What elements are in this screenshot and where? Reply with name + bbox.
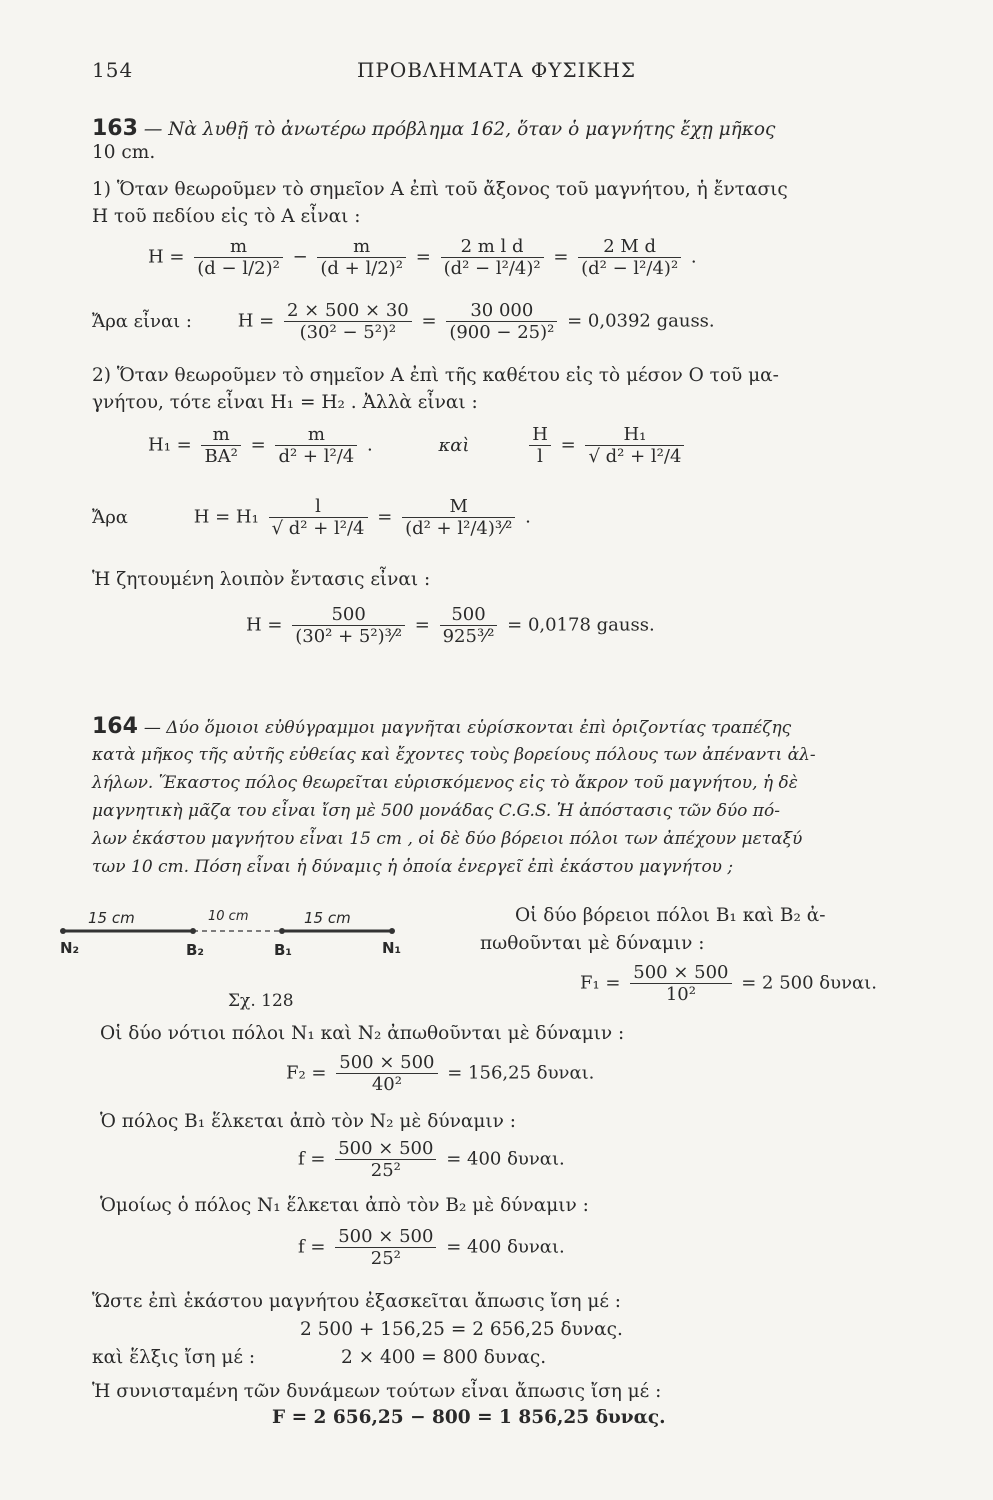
eq-result: = 400 δυναι.: [446, 1236, 565, 1258]
fraction: [578, 236, 681, 279]
numerator: 500: [292, 604, 405, 626]
pole-dot: [190, 928, 196, 934]
operator: =: [560, 434, 576, 456]
statement-text: λων ἑκάστου μαγνήτου εἶναι 15 cm , οἱ δὲ δύο βόρειοι πόλοι των ἀπέχουν μεταξύ: [92, 829, 803, 849]
fraction: [446, 300, 557, 343]
pole-label-n2: N₂: [60, 939, 80, 957]
denominator: l: [537, 446, 543, 467]
denominator: 25²: [370, 1160, 401, 1181]
fraction: [585, 424, 684, 467]
numerator: m: [317, 236, 406, 258]
fraction: [317, 236, 406, 279]
denominator: 25²: [370, 1248, 401, 1269]
eq-label: Ἄρα: [92, 506, 128, 528]
numerator: 500 × 500: [336, 1052, 437, 1074]
eq-result: = 156,25 δυναι.: [447, 1062, 595, 1084]
equation-3: [148, 424, 688, 467]
paragraph-line: Ἡ ζητουμένη λοιπὸν ἔντασις εἶναι :: [92, 569, 431, 590]
denominator: (30² − 5²)²: [299, 322, 397, 343]
numerator: H: [529, 424, 551, 446]
operator: =: [421, 310, 437, 332]
denominator: (30² + 5²)³⁄²: [295, 626, 403, 647]
fraction: [440, 604, 498, 647]
eq-result: = 0,0392 gauss.: [567, 310, 715, 332]
paragraph-line: Ὁ πόλος B₁ ἕλκεται ἀπὸ τὸν N₂ μὲ δύναμιν :: [100, 1111, 516, 1132]
page-title: ΠΡΟΒΛΗΜΑΤΑ ΦΥΣΙΚΗΣ: [356, 58, 637, 82]
operator: .: [366, 434, 373, 456]
numerator: m: [275, 424, 357, 446]
eq-lhs: H =: [237, 310, 275, 332]
statement-text: κατὰ μῆκος τῆς αὐτῆς εὐθείας καὶ ἔχοντες τοὺς βορείους πόλους των ἀπέναντι ἀλ-: [92, 745, 816, 765]
denominator: (900 − 25)²: [449, 322, 555, 343]
numerator: l: [269, 496, 368, 518]
fraction: [201, 424, 240, 467]
equation-f1: [580, 962, 877, 1005]
operator: .: [525, 506, 531, 528]
eq-lhs: H = H₁: [193, 506, 259, 528]
numerator: H₁: [585, 424, 684, 446]
numerator: 500 × 500: [335, 1226, 436, 1248]
final-result: F = 2 656,25 − 800 = 1 856,25 δυνας.: [272, 1407, 666, 1428]
fraction: [269, 496, 368, 539]
numerator: M: [402, 496, 515, 518]
operator: .: [690, 246, 697, 268]
statement-text: — Νὰ λυθῇ τὸ ἀνωτέρω πρόβλημα 162, ὅταν ὁ μαγνήτης ἔχῃ μῆκος: [143, 119, 776, 140]
pole-dot: [389, 928, 395, 934]
problem-164-statement: [92, 715, 912, 740]
denominator: √ d² + l²/4: [588, 446, 682, 467]
attraction-line: [92, 1346, 912, 1370]
denominator: (d² − l²/4)²: [581, 258, 679, 279]
denominator: BA²: [204, 446, 238, 467]
operator: =: [377, 506, 393, 528]
eq-lhs: H₁ =: [148, 434, 192, 456]
numerator: m: [194, 236, 283, 258]
eq-lhs: f =: [298, 1236, 326, 1258]
page-number: 154: [92, 58, 134, 82]
figure-128: [60, 905, 440, 1015]
pole-dot: [279, 928, 285, 934]
pole-label-n1: N₁: [382, 939, 402, 957]
denominator: 10²: [665, 984, 696, 1005]
paragraph-line: H τοῦ πεδίου εἰς τὸ A εἶναι :: [92, 206, 361, 227]
pole-label-b2: B₂: [186, 941, 205, 959]
eq-lhs: H =: [148, 246, 185, 268]
numerator: 30 000: [446, 300, 557, 322]
numerator: 500 × 500: [335, 1138, 436, 1160]
equation-5: [246, 604, 655, 647]
operator: =: [415, 246, 431, 268]
operator: =: [553, 246, 569, 268]
fraction: [292, 604, 405, 647]
paragraph-line: Ὁμοίως ὁ πόλος N₁ ἕλκεται ἀπὸ τὸν B₂ μὲ δύναμιν :: [100, 1195, 589, 1216]
fraction: [335, 1138, 436, 1181]
fraction: [529, 424, 551, 467]
eq-lhs: F₁ =: [580, 972, 621, 994]
paragraph-line: Οἱ δύο νότιοι πόλοι N₁ καὶ N₂ ἀπωθοῦνται μὲ δύναμιν :: [100, 1023, 625, 1044]
length-label: 15 cm: [304, 909, 351, 927]
fraction: [335, 1226, 436, 1269]
equation-4: [92, 496, 531, 539]
denominator: (d − l/2)²: [197, 258, 280, 279]
length-label: 15 cm: [88, 909, 135, 927]
operator: −: [292, 246, 308, 268]
pole-dot: [60, 928, 66, 934]
pole-label-b1: B₁: [274, 941, 293, 959]
fraction: [441, 236, 544, 279]
fraction: [284, 300, 412, 343]
problem-number: 164: [92, 714, 138, 739]
fraction: [630, 962, 731, 1005]
eq-label: Ἄρα εἶναι :: [92, 310, 192, 332]
denominator: (d² + l²/4)³⁄²: [405, 518, 513, 539]
denominator: d² + l²/4: [278, 446, 355, 467]
operator: =: [250, 434, 266, 456]
operator: =: [414, 614, 430, 636]
denominator: 40²: [371, 1074, 402, 1095]
numerator: 2 M d: [578, 236, 681, 258]
figure-caption: Σχ. 128: [228, 991, 294, 1011]
numerator: 500 × 500: [630, 962, 731, 984]
problem-163-statement: [92, 117, 912, 142]
eq-lhs: H =: [246, 614, 283, 636]
paragraph-line: πωθοῦνται μὲ δύναμιν :: [480, 933, 705, 954]
length-label: 10 cm: [208, 909, 249, 924]
numerator: 2 × 500 × 30: [284, 300, 412, 322]
statement-text: των 10 cm. Πόση εἶναι ἡ δύναμις ἡ ὁποία ἐνεργεῖ ἐπὶ ἑκάστου μαγνήτου ;: [92, 857, 734, 877]
problem-number: 163: [92, 116, 138, 141]
statement-text: μαγνητικὴ μᾶζα του εἶναι ἴση μὲ 500 μονάδας C.G.S. Ἡ ἀπόστασις τῶν δύο πό-: [92, 801, 780, 821]
eq-lhs: F₂ =: [286, 1062, 327, 1084]
paragraph-line: 2) Ὅταν θεωροῦμεν τὸ σημεῖον A ἐπὶ τῆς καθέτου εἰς τὸ μέσον O τοῦ μα-: [92, 365, 779, 386]
equation-1: [148, 236, 697, 279]
paragraph-line: Οἱ δύο βόρειοι πόλοι B₁ καὶ B₂ ἀ-: [515, 905, 826, 926]
paragraph-line: 1) Ὅταν θεωροῦμεν τὸ σημεῖον A ἐπὶ τοῦ ἄξονος τοῦ μαγνήτου, ἡ ἔντασις: [92, 179, 788, 200]
fraction: [275, 424, 357, 467]
paragraph-line: Ὥστε ἐπὶ ἑκάστου μαγνήτου ἐξασκεῖται ἄπωσις ἴση μέ :: [92, 1291, 622, 1312]
equation-f4: [298, 1226, 565, 1269]
numerator: m: [201, 424, 240, 446]
denominator: (d + l/2)²: [320, 258, 403, 279]
paragraph-line: Ἡ συνισταμένη τῶν δυνάμεων τούτων εἶναι ἄπωσις ἴση μέ :: [92, 1381, 662, 1402]
eq-result: = 2 500 δυναι.: [741, 972, 877, 994]
eq-result: = 400 δυναι.: [446, 1148, 565, 1170]
eq-lhs: f =: [298, 1148, 326, 1170]
fraction: [336, 1052, 437, 1095]
fraction: [194, 236, 283, 279]
numerator: 2 m l d: [441, 236, 544, 258]
equation-f3: [298, 1138, 565, 1181]
denominator: (d² − l²/4)²: [443, 258, 541, 279]
paragraph-line: γνήτου, τότε εἶναι H₁ = H₂ . Ἀλλὰ εἶναι :: [92, 392, 478, 413]
eq-result: = 0,0178 gauss.: [507, 614, 655, 636]
conjunction: καὶ: [438, 434, 470, 456]
numerator: 500: [440, 604, 498, 626]
denominator: √ d² + l²/4: [271, 518, 365, 539]
statement-text: — Δύο ὅμοιοι εὐθύγραμμοι μαγνῆται εὑρίσκονται ἐπὶ ὁριζοντίας τραπέζης: [143, 718, 792, 738]
attraction-value: 2 × 400 = 800 δυνας.: [341, 1347, 547, 1368]
equation-f2: [286, 1052, 594, 1095]
equation-2: [92, 300, 715, 343]
denominator: 925³⁄²: [442, 626, 495, 647]
statement-text: 10 cm.: [92, 142, 156, 163]
statement-text: λήλων. Ἕκαστος πόλος θεωρεῖται εὑρισκόμενος εἰς τὸ ἄκρον τοῦ μαγνήτου, ἡ δὲ: [92, 773, 798, 793]
attraction-label: καὶ ἕλξις ἴση μέ :: [92, 1347, 256, 1368]
sum-line: 2 500 + 156,25 = 2 656,25 δυνας.: [300, 1319, 623, 1340]
fraction: [402, 496, 515, 539]
